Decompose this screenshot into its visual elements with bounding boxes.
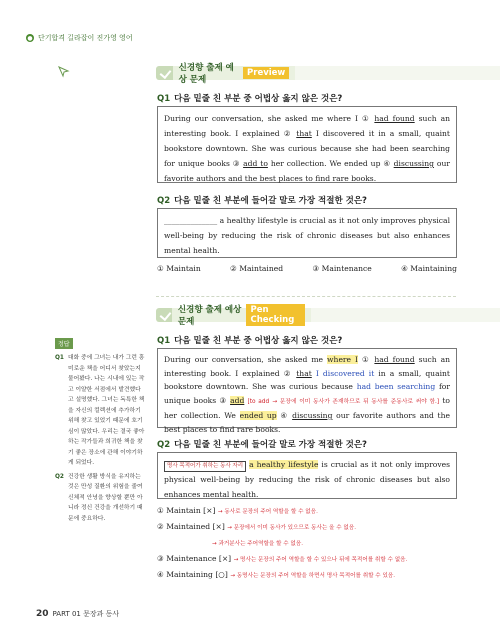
page-number: 20	[36, 609, 49, 619]
preview-q1-title: Q1 다음 밑줄 친 부분 중 어법상 옳지 않은 것은?	[157, 94, 343, 104]
answer-row: → 과거분사는 주어역할을 할 수 없음.	[212, 541, 304, 547]
pen-q2-passage: 명사 목적어가 취하는 동사 자리 a healthy lifestyle is crucial as it not only improves physical well-being by reducing the risk of chronic diseases but also enhances mental health.	[157, 452, 457, 499]
preview-q2-passage: ______________ a healthy lifestyle is crucial as it not only improves physical well-being by reducing the risk of chronic diseases but also enhances mental health.	[157, 208, 457, 258]
preview-q1-passage: During our conversation, she asked me where I ① had found such an interesting book. I explained ② that I discovered it in a small, quaint bookstore downtown. She was curious because she had been searching for unique books ③ add to her collection. We ended up ④ discussing our favorite authors and the best places to find rare books.	[157, 106, 457, 183]
section-divider	[156, 296, 456, 297]
preview-banner	[156, 63, 500, 85]
answer-sidebar	[55, 331, 145, 527]
page-footer	[36, 609, 119, 619]
pen-q2-title: Q2 다음 밑줄 친 부분에 들어갈 말로 가장 적절한 것은?	[157, 440, 367, 450]
book-title: 단기합격 길라잡이 진가영 영어	[38, 34, 133, 42]
pen-tag: Pen Checking	[246, 304, 305, 326]
preview-tag: Preview	[243, 67, 289, 79]
pen-banner	[156, 305, 500, 327]
answer-row: ② Maintained [×] → 문장에서 이미 동사가 있으므로 동사는 올 수 없음.	[157, 522, 356, 531]
preview-q2-choices	[157, 264, 457, 273]
answer-row: ④ Maintaining [○] → 동명사는 문장의 주어 역할을 하면서 명사 목적어를 취할 수 있음.	[157, 570, 396, 579]
choice-4[interactable]: ④ Maintaining	[401, 264, 457, 273]
choice-3[interactable]: ③ Maintenance	[312, 264, 372, 273]
check-icon	[156, 66, 173, 80]
pointer-icon	[58, 66, 70, 78]
pen-banner-title: 신경향 출제 예상 문제	[177, 305, 242, 327]
pen-q2-answers	[157, 505, 407, 582]
preview-banner-title: 신경향 출제 예상 문제	[178, 63, 234, 85]
sidebar-item: Q2 건강한 생활 방식을 유지하는 것은 만성 질환의 위험을 줄여 신체적 안녕을 향상할 뿐만 아니라 정신 건강을 개선하기 때문에 중요하다.	[55, 473, 143, 522]
book-logo-icon: ●	[27, 34, 33, 42]
blank-annotation: 명사 목적어가 취하는 동사 자리	[164, 461, 246, 472]
part-title: PART 01 문장과 동사	[52, 610, 120, 618]
answer-row: ① Maintain [×] → 동사로 문장의 주어 역할을 할 수 없음.	[157, 506, 318, 515]
answer-row: ③ Maintenance [×] → 명사는 문장의 주어 역할을 할 수 있으나 뒤에 목적어를 취할 수 없음.	[157, 554, 408, 563]
pen-q1-passage: During our conversation, she asked me where I ① had found such an interesting book. I explained ② that I discovered it in a small, quaint bookstore downtown. She was curious because had been searching for unique books ③ add [to add → 문장에 이미 동사가 존재하므로 뒤 동사를 준동사로 써야 함.] to her collection. We ended up ④ discussing our favorite authors and the best places to find rare books.	[157, 348, 457, 428]
pen-q1-title: Q1 다음 밑줄 친 부분 중 어법상 옳지 않은 것은?	[157, 336, 343, 346]
sidebar-label: 정답	[55, 338, 73, 349]
preview-q2-title: Q2 다음 밑줄 친 부분에 들어갈 말로 가장 적절한 것은?	[157, 196, 367, 206]
sidebar-item: Q1 대화 중에 그녀는 내가 그런 흥미로운 책을 어디서 찾았는지 물어봤다. 나는 시내에 있는 작고 이얄한 서점에서 발견했다고 설명했다. 그녀는 독특한 책을 자신의 컬렉션에 추가하기 위해 찾고 있었기 때문에 호기심이 많았다. 우리는 결국 좋아하는 작가들과 희귀한 책을 찾기 좋은 장소에 관해 이야기하게 되었다.	[55, 355, 145, 466]
book-header	[26, 33, 133, 43]
choice-2[interactable]: ② Maintained	[230, 264, 284, 273]
check-icon	[156, 308, 172, 322]
choice-1[interactable]: ① Maintain	[157, 264, 201, 273]
